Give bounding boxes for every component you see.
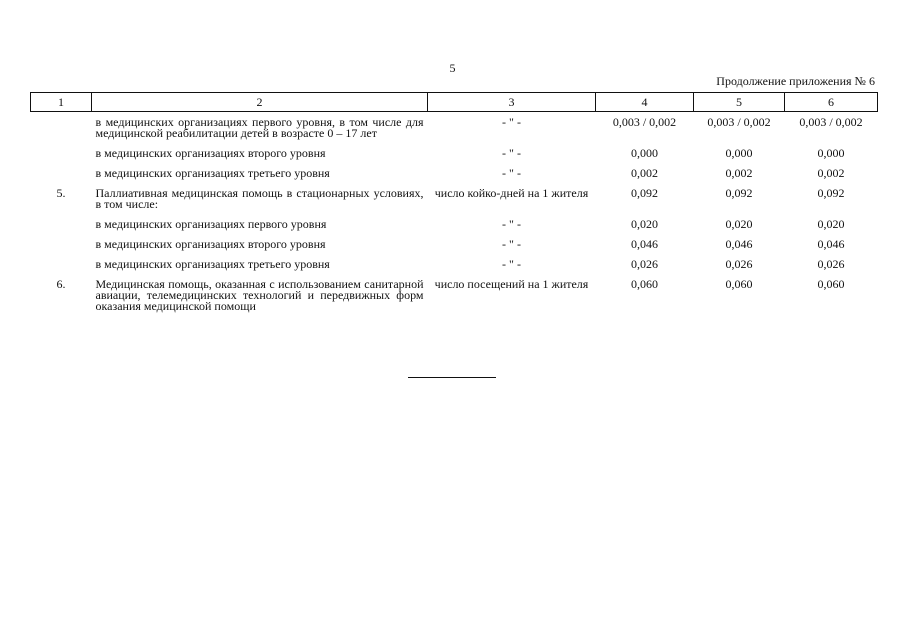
row-value-col6: 0,002 <box>817 166 845 180</box>
table-row <box>31 112 878 147</box>
table-row <box>31 237 878 257</box>
row-value-col4: 0,000 <box>631 146 658 160</box>
row-unit: число койко-дней на 1 жителя <box>434 186 589 200</box>
row-value-col4: 0,020 <box>631 217 658 231</box>
row-value-col5: 0,002 <box>725 166 753 180</box>
column-header-2: 2 <box>92 93 428 112</box>
column-header-6: 6 <box>785 93 878 112</box>
row-value-col4: 0,046 <box>631 237 658 251</box>
end-of-document-rule <box>408 377 496 378</box>
row-value-col6: 0,026 <box>817 257 845 271</box>
row-unit: - " - <box>502 237 521 251</box>
row-description: в медицинских организациях третьего уровня <box>95 257 330 271</box>
row-unit: - " - <box>502 217 521 231</box>
row-number <box>31 112 92 147</box>
row-unit: - " - <box>502 257 521 271</box>
row-description: Паллиативная медицинская помощь в стационарных условиях, в том числе: <box>95 186 424 211</box>
table-row <box>31 186 878 217</box>
table-row <box>31 277 878 319</box>
row-unit: - " - <box>502 115 521 129</box>
row-value-col4: 0,060 <box>631 277 658 291</box>
row-value-col4: 0,002 <box>631 166 658 180</box>
column-header-5: 5 <box>694 93 785 112</box>
row-description: Медицинская помощь, оказанная с использованием санитарной авиации, телемедицинских технологий и передвижных форм оказания медицинской помощи <box>95 277 424 313</box>
row-number: 5. <box>56 186 66 200</box>
row-number <box>31 257 92 277</box>
column-header-1: 1 <box>31 93 92 112</box>
row-description: в медицинских организациях второго уровня <box>95 237 326 251</box>
row-description: в медицинских организациях первого уровня <box>95 217 327 231</box>
row-value-col4: 0,026 <box>631 257 658 271</box>
column-header-4: 4 <box>596 93 694 112</box>
row-number <box>31 146 92 166</box>
row-value-col5: 0,020 <box>725 217 753 231</box>
row-description: в медицинских организациях второго уровня <box>95 146 326 160</box>
table-header <box>31 93 878 112</box>
row-value-col5: 0,046 <box>725 237 753 251</box>
row-value-col6: 0,092 <box>817 186 845 200</box>
table-row <box>31 257 878 277</box>
row-value-col4: 0,003 / 0,002 <box>612 115 677 129</box>
row-value-col5: 0,000 <box>725 146 753 160</box>
table-row <box>31 217 878 237</box>
table-row <box>31 146 878 166</box>
column-header-3: 3 <box>428 93 596 112</box>
row-value-col4: 0,092 <box>631 186 658 200</box>
page-number: 5 <box>449 61 456 75</box>
row-unit: - " - <box>502 146 521 160</box>
row-description: в медицинских организациях первого уровня, в том числе для медицинской реабилитации детей в возрасте 0 – 17 лет <box>95 115 424 140</box>
row-value-col6: 0,020 <box>817 217 845 231</box>
data-table <box>30 92 878 319</box>
row-unit: - " - <box>502 166 521 180</box>
row-value-col6: 0,003 / 0,002 <box>799 115 863 129</box>
row-description: в медицинских организациях третьего уровня <box>95 166 330 180</box>
row-value-col5: 0,026 <box>725 257 753 271</box>
row-value-col6: 0,046 <box>817 237 845 251</box>
row-value-col5: 0,092 <box>725 186 753 200</box>
row-number: 6. <box>56 277 66 291</box>
row-number <box>31 237 92 257</box>
continuation-label: Продолжение приложения № 6 <box>716 74 875 88</box>
row-number <box>31 217 92 237</box>
row-value-col6: 0,060 <box>817 277 845 291</box>
row-value-col5: 0,060 <box>725 277 753 291</box>
row-value-col5: 0,003 / 0,002 <box>707 115 771 129</box>
row-unit: число посещений на 1 жителя <box>434 277 589 291</box>
row-value-col6: 0,000 <box>817 146 845 160</box>
table-row <box>31 166 878 186</box>
row-number <box>31 166 92 186</box>
